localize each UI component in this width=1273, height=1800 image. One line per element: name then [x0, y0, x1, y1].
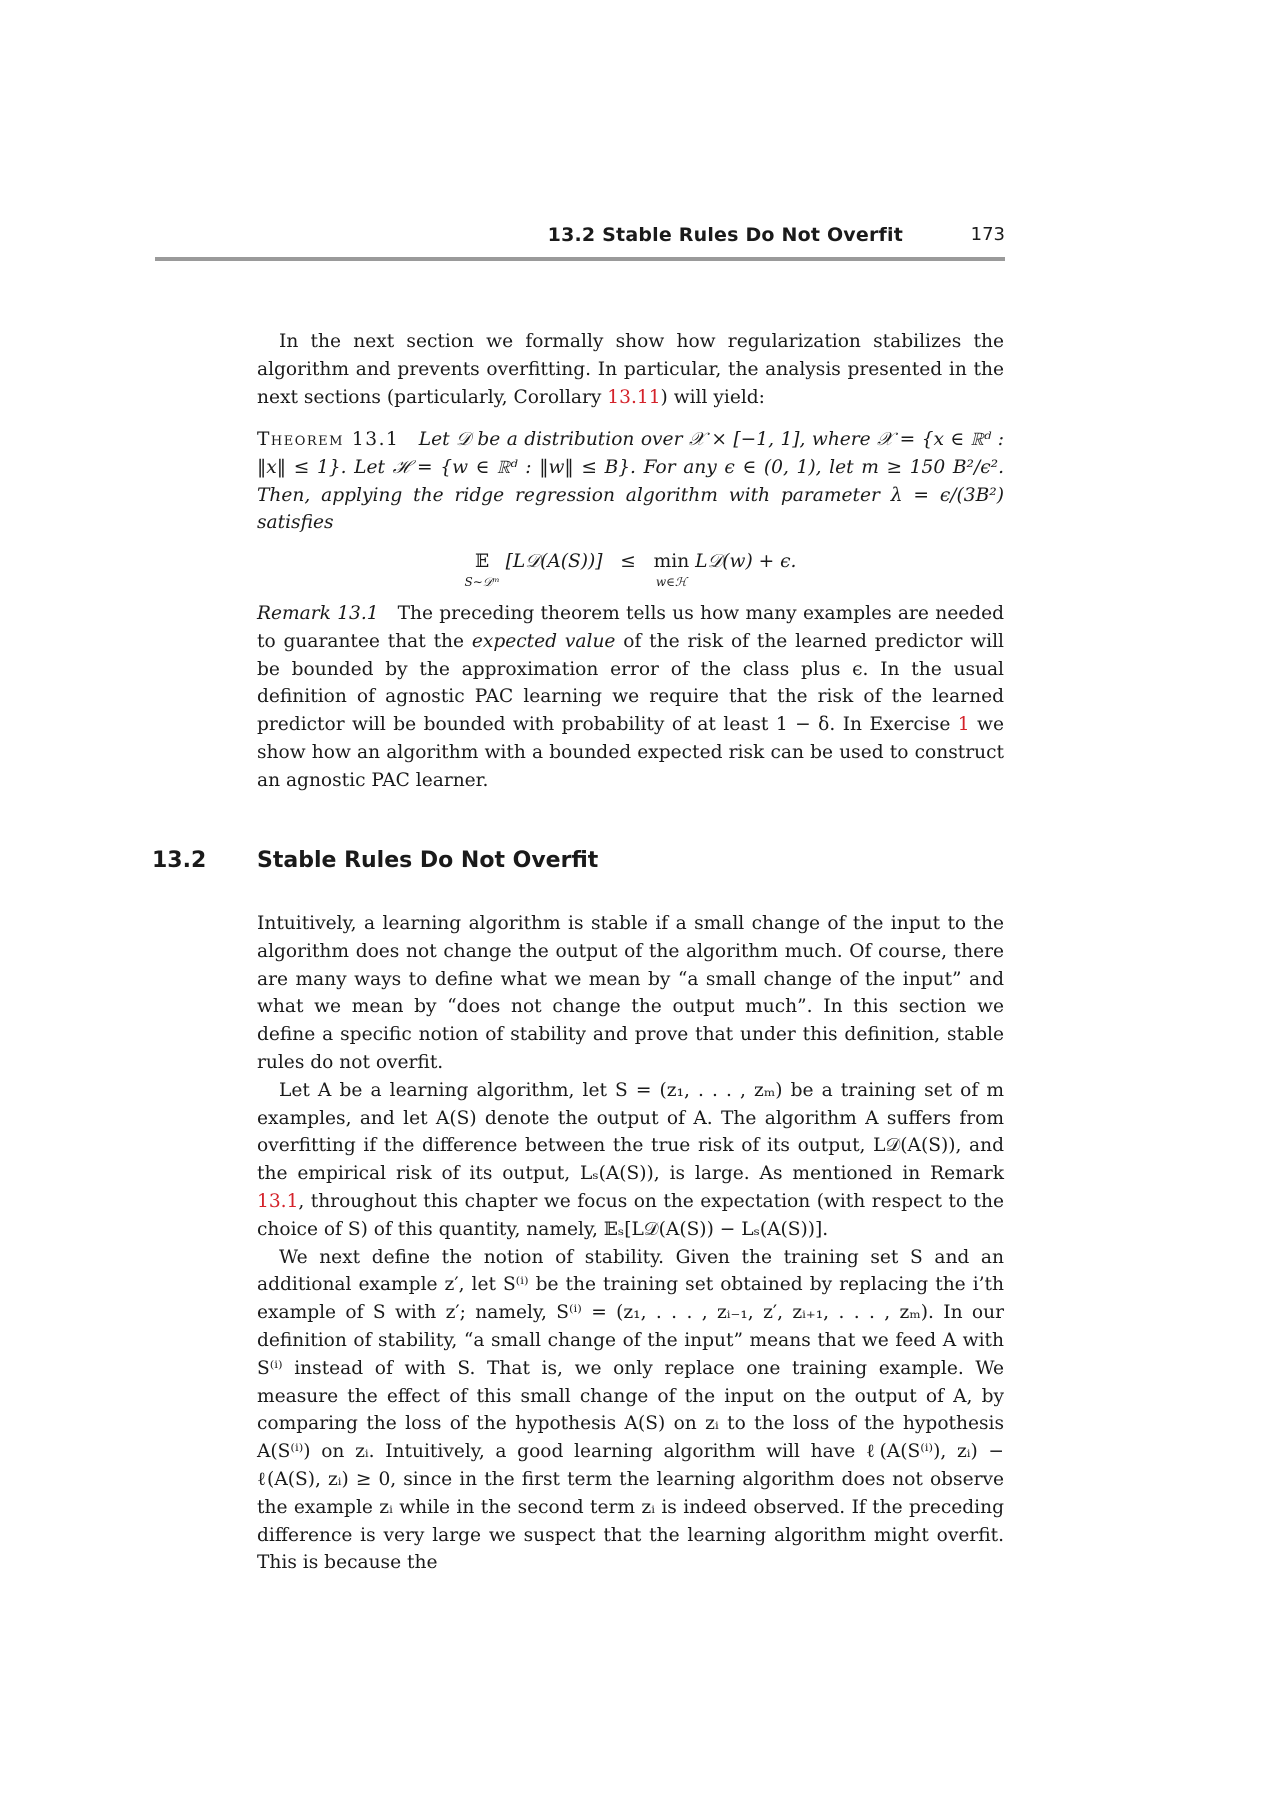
equation-relation: ≤ [620, 551, 636, 572]
theorem-block [257, 426, 1004, 537]
intro-text: In the next section we formally show how regularization stabilizes the algorithm and prevents overfitting. In particular, the analysis presented in the next sections (particularly, Corollary [257, 331, 1004, 408]
min-operator: min [653, 551, 690, 572]
corollary-link[interactable]: 13.11 [607, 386, 661, 408]
exercise-link[interactable]: 1 [957, 714, 970, 736]
intro-text-end: ) will yield: [660, 386, 765, 408]
remark-text-3: we show how an algorithm with a bounded expected risk can be used to construct an agnostic PAC learner. [257, 714, 1004, 791]
section-number: 13.2 [152, 848, 207, 873]
remark-label: Remark 13.1 [257, 603, 379, 624]
remark-text: The preceding theorem tells us how many examples are needed to guarantee that the [257, 603, 1005, 652]
theorem-label: Theorem 13.1 [257, 429, 400, 450]
body-paragraph-2-end: , throughout this chapter we focus on the expectation (with respect to the choice of S) of this quantity, namely, 𝔼ₛ[L𝒟(A(S)) − Lₛ(A(S))]. [257, 1190, 1004, 1240]
page-number: 173 [970, 224, 1005, 245]
display-equation [257, 548, 1004, 592]
running-header [155, 224, 1005, 264]
expectation-symbol: 𝔼 [475, 551, 490, 572]
header-rule [155, 257, 1005, 261]
running-title: 13.2 Stable Rules Do Not Overfit [547, 224, 903, 246]
remark-emphasis: expected value [471, 630, 616, 652]
section-title: Stable Rules Do Not Overfit [257, 848, 599, 873]
body-paragraph-2-text: Let A be a learning algorithm, let S = (z₁, . . . , zₘ) be a training set of m examples, and let A(S) denote the output of A. The algorithm A suffers from overfitting if the difference between the true risk of its output, L𝒟(A(S)), and the empirical risk of its output, Lₛ(A(S)), is large. As mentioned in Remark [257, 1079, 1004, 1185]
min-subscript: w∈ℋ [655, 574, 687, 589]
expectation-subscript: S∼𝒟ᵐ [464, 574, 500, 589]
section-body [257, 910, 1004, 1577]
equation-lhs: [L𝒟(A(S))] [505, 551, 603, 572]
theorem-statement: Let 𝒟 be a distribution over 𝒳 × [−1, 1], where 𝒳 = {x ∈ ℝᵈ : ‖x‖ ≤ 1}. Let ℋ = {w ∈ ℝᵈ : ‖w‖ ≤ B}. For any ϵ ∈ (0, 1), let m ≥ 150 B²/ϵ². Then, applying the ridge regression algorithm with parameter λ = ϵ/(3B²) satisfies [257, 429, 1004, 534]
intro-paragraph [257, 328, 1004, 411]
body-paragraph-2 [257, 1077, 1004, 1244]
remark-link[interactable]: 13.1 [257, 1190, 299, 1212]
remark-block [257, 600, 1004, 795]
body-paragraph-1: Intuitively, a learning algorithm is stable if a small change of the input to the algorithm does not change the output of the algorithm much. Of course, there are many ways to define what we mean by “a small change of the input” and what we mean by “does not change the output much”. In this section we define a specific notion of stability and prove that under this definition, stable rules do not overfit. [257, 913, 1004, 1073]
remark-text-2: of the risk of the learned predictor will be bounded by the approximation error of the class plus ϵ. In the usual definition of agnostic PAC learning we require that the risk of the learned predictor will be bounded with probability of at least 1 − δ. In Exercise [257, 630, 1005, 736]
equation-rhs: L𝒟(w) + ϵ. [695, 551, 797, 572]
body-paragraph-3: We next define the notion of stability. Given the training set S and an additional example z′, let S⁽ⁱ⁾ be the training set obtained by replacing the i’th example of S with z′; namely, S⁽ⁱ⁾ = (z₁, . . . , zᵢ₋₁, z′, zᵢ₊₁, . . . , zₘ). In our definition of stability, “a small change of the input” means that we feed A with S⁽ⁱ⁾ instead of with S. That is, we only replace one training example. We measure the effect of this small change of the input on the output of A, by comparing the loss of the hypothesis A(S) on zᵢ to the loss of the hypothesis A(S⁽ⁱ⁾) on zᵢ. Intuitively, a good learning algorithm will have ℓ(A(S⁽ⁱ⁾), zᵢ) − ℓ(A(S), zᵢ) ≥ 0, since in the first term the learning algorithm does not observe the example zᵢ while in the second term zᵢ is indeed observed. If the preceding difference is very large we suspect that the learning algorithm might overfit. This is because the [257, 1246, 1004, 1574]
